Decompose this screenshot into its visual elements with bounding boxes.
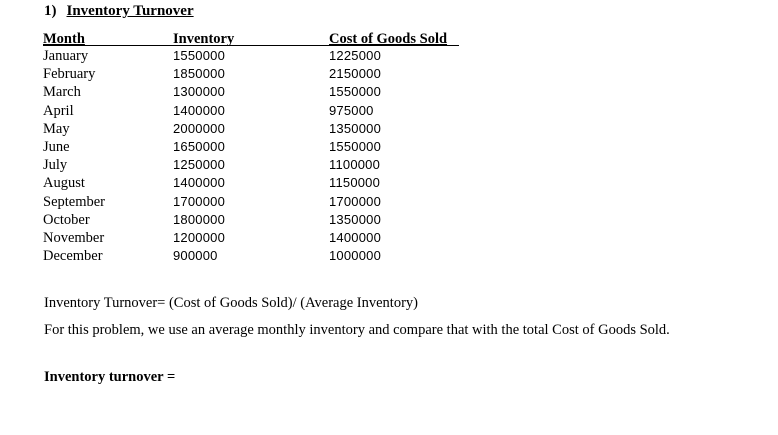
table-cell-month: April (43, 102, 74, 119)
table-cell-inventory: 1200000 (173, 229, 226, 245)
cogs-column (329, 47, 381, 265)
table-cell-inventory: 1800000 (173, 211, 226, 227)
table-cell-inventory: 900000 (173, 248, 218, 264)
table-cell-cogs: 1550000 (329, 138, 382, 154)
table-cell-month: July (43, 157, 68, 174)
table-cell-inventory: 1400000 (173, 102, 226, 118)
table-cell-cogs: 975000 (329, 102, 374, 118)
table-cell-month: May (43, 120, 70, 137)
table-cell-inventory: 2000000 (173, 120, 226, 136)
table-cell-month: March (43, 84, 81, 101)
table-cell-inventory: 1550000 (173, 48, 226, 63)
explanation-text: For this problem, we use an average monthly inventory and compare that with the total Cost of Goods Sold. (44, 322, 670, 338)
table-cell-cogs: 1100000 (329, 157, 381, 173)
table-cell-cogs: 1700000 (329, 193, 382, 209)
table-cell-month: September (43, 193, 106, 210)
header-month: Month (43, 31, 85, 47)
section-number: 1) (44, 3, 57, 19)
month-column (43, 47, 105, 265)
table-cell-inventory: 1700000 (173, 193, 226, 209)
table-cell-inventory: 1650000 (173, 138, 226, 154)
table-cell-cogs: 1350000 (329, 211, 382, 227)
table-cell-month: January (43, 48, 89, 64)
table-cell-inventory: 1300000 (173, 84, 226, 100)
table-cell-inventory: 1250000 (173, 157, 226, 173)
table-cell-month: August (43, 175, 85, 192)
table-cell-inventory: 1400000 (173, 175, 226, 191)
result-label: Inventory turnover = (44, 369, 176, 385)
table-cell-cogs: 1000000 (329, 248, 382, 264)
table-cell-cogs: 1400000 (329, 229, 382, 245)
table-cell-cogs: 1225000 (329, 48, 382, 63)
inventory-column (173, 47, 225, 265)
header-cogs: Cost of Goods Sold (329, 31, 448, 47)
table-cell-month: October (43, 211, 90, 228)
table-cell-cogs: 2150000 (329, 66, 382, 82)
table-cell-month: February (43, 66, 96, 83)
table-cell-month: December (43, 248, 103, 265)
header-rule (43, 45, 459, 46)
table-cell-cogs: 1350000 (329, 120, 382, 136)
section-title: Inventory Turnover (66, 3, 194, 19)
section-heading (44, 3, 194, 20)
header-inventory: Inventory (173, 31, 235, 47)
table-cell-inventory: 1850000 (173, 66, 226, 82)
table-cell-cogs: 1150000 (329, 175, 381, 191)
table-cell-month: November (43, 229, 105, 246)
table-cell-month: June (43, 138, 70, 155)
table-cell-cogs: 1550000 (329, 84, 382, 100)
formula-text: Inventory Turnover= (Cost of Goods Sold)/ (Average Inventory) (44, 295, 418, 311)
